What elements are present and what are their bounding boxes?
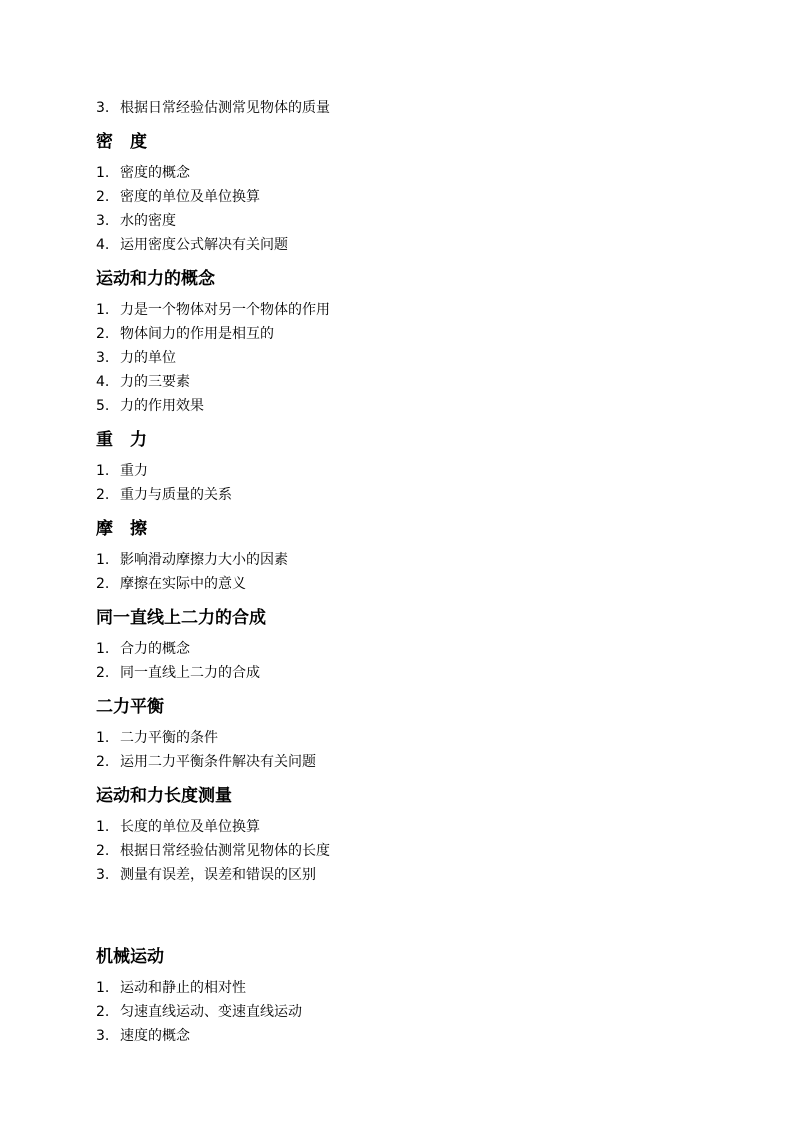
item-number: 1.: [96, 463, 110, 479]
section-heading-gravity: 重 力: [96, 430, 147, 450]
list-item: [96, 209, 716, 233]
section-heading-force-concept: 运动和力的概念: [96, 269, 215, 289]
item-text: 合力的概念: [120, 641, 190, 657]
list-item: [96, 976, 716, 1000]
item-number: 1.: [96, 819, 110, 835]
item-text: 重力与质量的关系: [120, 487, 232, 503]
item-text: 匀速直线运动、变速直线运动: [120, 1004, 302, 1020]
list-item: [96, 863, 716, 887]
list-item: [96, 750, 716, 774]
item-number: 3.: [96, 1028, 110, 1044]
list-item: [96, 637, 716, 661]
item-number: 2.: [96, 665, 110, 681]
list-item: [96, 322, 716, 346]
item-text: 物体间力的作用是相互的: [120, 326, 274, 342]
list-item: [96, 661, 716, 685]
item-text: 力是一个物体对另一个物体的作用: [120, 302, 330, 318]
item-number: 4.: [96, 237, 110, 253]
section-heading-force-composition: 同一直线上二力的合成: [96, 608, 266, 628]
item-number: 2.: [96, 754, 110, 770]
item-text: 重力: [120, 463, 148, 479]
section-heading-density: 密 度: [96, 132, 147, 152]
item-text: 水的密度: [120, 213, 176, 229]
list-item: [96, 839, 716, 863]
item-number: 1.: [96, 165, 110, 181]
blank-space: [96, 887, 716, 935]
item-number: 1.: [96, 730, 110, 746]
item-text: 速度的概念: [120, 1028, 190, 1044]
item-number: 5.: [96, 398, 110, 414]
item-number: 3.: [96, 350, 110, 366]
item-number: 3.: [96, 867, 110, 883]
item-number: 1.: [96, 302, 110, 318]
list-item: [96, 346, 716, 370]
item-text: 密度的概念: [120, 165, 190, 181]
item-text: 摩擦在实际中的意义: [120, 576, 246, 592]
item-text: 运用二力平衡条件解决有关问题: [120, 754, 316, 770]
list-item: [96, 1024, 716, 1048]
item-number: 2.: [96, 843, 110, 859]
section-heading-friction: 摩 擦: [96, 519, 147, 539]
list-item: [96, 96, 716, 120]
item-text: 力的作用效果: [120, 398, 204, 414]
list-item: [96, 1000, 716, 1024]
document-page: [96, 96, 716, 1048]
item-number: 2.: [96, 189, 110, 205]
item-text: 运用密度公式解决有关问题: [120, 237, 288, 253]
item-text: 同一直线上二力的合成: [120, 665, 260, 681]
list-item: [96, 726, 716, 750]
item-number: 1.: [96, 980, 110, 996]
item-number: 3.: [96, 213, 110, 229]
list-item: [96, 548, 716, 572]
list-item: [96, 483, 716, 507]
item-text: 根据日常经验估测常见物体的质量: [120, 100, 330, 116]
list-item: [96, 572, 716, 596]
list-item: [96, 233, 716, 257]
item-number: 2.: [96, 1004, 110, 1020]
item-number: 2.: [96, 487, 110, 503]
item-text: 运动和静止的相对性: [120, 980, 246, 996]
item-text: 力的三要素: [120, 374, 190, 390]
item-number: 1.: [96, 641, 110, 657]
item-number: 4.: [96, 374, 110, 390]
list-item: [96, 459, 716, 483]
section-heading-equilibrium: 二力平衡: [96, 697, 164, 717]
list-item: [96, 370, 716, 394]
item-text: 长度的单位及单位换算: [120, 819, 260, 835]
item-text: 力的单位: [120, 350, 176, 366]
item-text: 测量有误差，误差和错误的区别: [120, 867, 316, 883]
item-text: 影响滑动摩擦力大小的因素: [120, 552, 288, 568]
section-heading-length-measurement: 运动和力长度测量: [96, 786, 232, 806]
list-item: [96, 185, 716, 209]
item-text: 二力平衡的条件: [120, 730, 218, 746]
item-number: 2.: [96, 576, 110, 592]
item-text: 根据日常经验估测常见物体的长度: [120, 843, 330, 859]
list-item: [96, 394, 716, 418]
section-heading-mechanical-motion: 机械运动: [96, 947, 164, 967]
item-number: 1.: [96, 552, 110, 568]
item-number: 2.: [96, 326, 110, 342]
item-number: 3.: [96, 100, 110, 116]
list-item: [96, 161, 716, 185]
list-item: [96, 815, 716, 839]
item-text: 密度的单位及单位换算: [120, 189, 260, 205]
list-item: [96, 298, 716, 322]
